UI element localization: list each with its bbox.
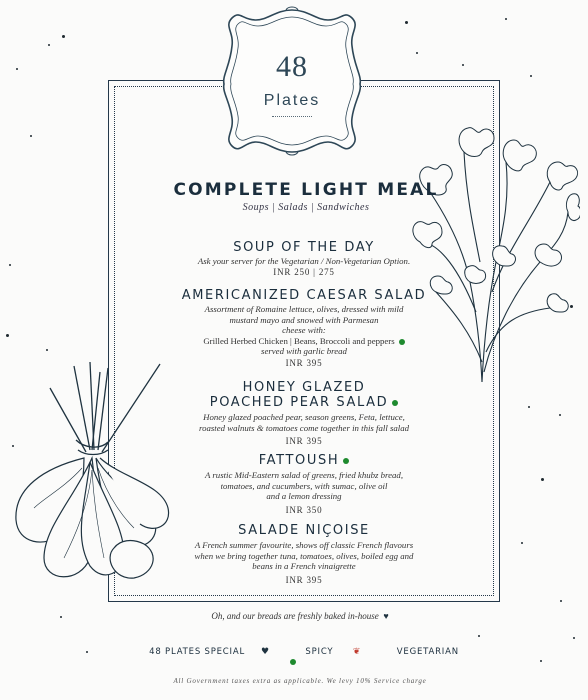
garlic-illustration-icon: [4, 358, 176, 594]
vegetarian-dot-icon: [399, 339, 405, 345]
item-price: INR 395: [285, 357, 323, 368]
item-description: served with garlic bread: [261, 346, 347, 357]
menu-item: [170, 240, 438, 278]
item-description: A French summer favourite, shows off classic French flavours: [194, 540, 414, 550]
menu-item: [170, 288, 438, 369]
item-description: A rustic Mid-Eastern salad of greens, fried khubz bread,: [204, 470, 404, 480]
item-description: beans in a French vinaigrette: [252, 561, 356, 572]
item-name: FATTOUSH: [258, 453, 340, 468]
legend-special: 48 PLATES SPECIAL ♥: [149, 647, 270, 657]
menu-title: COMPLETE LIGHT MEAL: [173, 180, 439, 200]
legend-vegetarian: VEGETARIAN: [289, 647, 467, 667]
heart-icon: ♥: [261, 647, 270, 657]
item-name: HONEY GLAZED: [242, 380, 366, 395]
item-price: INR 250 | 275: [273, 266, 335, 277]
logo-divider: [272, 116, 312, 117]
item-name: POACHED PEAR SALAD: [209, 395, 389, 410]
item-description: roasted walnuts & tomatoes come together in this fall salad: [198, 422, 410, 433]
item-price: INR 350: [285, 504, 323, 515]
item-description: Assortment of Romaine lettuce, olives, dressed with mild: [204, 304, 404, 314]
menu-item: [170, 380, 438, 447]
item-options: Grilled Herbed Chicken | Beans, Broccoli and peppers: [170, 336, 438, 347]
logo: [220, 6, 364, 156]
menu-item: [170, 523, 438, 586]
vegetarian-dot-icon: [392, 400, 398, 406]
item-price: INR 395: [285, 436, 323, 447]
item-description: and a lemon dressing: [266, 491, 342, 502]
heart-icon: ♥: [383, 611, 389, 621]
menu-item: [170, 453, 438, 516]
item-description: mustard mayo and snowed with Parmesan: [229, 314, 379, 325]
footer-tax-note: All Government taxes extra as applicable. We levy 10% Service charge: [173, 677, 427, 685]
item-description: Honey glazed poached pear, season greens, Feta, lettuce,: [203, 412, 405, 422]
item-name: SALADE NIÇOISE: [238, 523, 370, 538]
vegetarian-dot-icon: [343, 458, 349, 464]
item-description: cheese with:: [282, 325, 326, 336]
item-name: AMERICANIZED CAESAR SALAD: [181, 288, 427, 303]
legend: [130, 647, 470, 667]
item-price: INR 395: [285, 574, 323, 585]
logo-number: 48: [276, 50, 308, 83]
item-description: when we bring together tuna, tomatoes, olives, boiled egg and: [194, 550, 414, 561]
menu-subtitle: Soups | Salads | Sandwiches: [242, 202, 370, 213]
item-description: tomatoes, and cucumbers, with sumac, olive oil: [220, 480, 388, 491]
item-name: SOUP OF THE DAY: [233, 240, 375, 255]
logo-word: Plates: [263, 92, 321, 109]
vegetarian-dot-icon: [290, 659, 296, 665]
chili-icon: ❦: [352, 647, 362, 657]
item-description: Ask your server for the Vegetarian / Non-Vegetarian Option.: [197, 256, 411, 266]
bread-note: Oh, and our breads are freshly baked in-house ♥: [211, 611, 389, 621]
legend-spicy: SPICY ❦: [305, 647, 362, 657]
